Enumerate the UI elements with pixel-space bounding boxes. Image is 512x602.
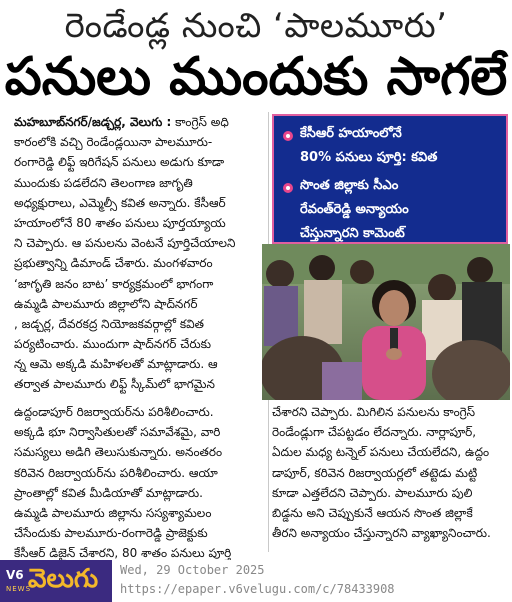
body-line: పర్యటించారు. ముందుగా షాద్‌నగర్ చేరుకు	[14, 337, 212, 352]
orange-dot-icon	[282, 182, 294, 194]
body-line: కూడా ఎత్తలేదని చెప్పారు. పాలమూరు పులి	[272, 485, 473, 500]
article-column-right	[272, 402, 508, 543]
v6-logo-sub: NEWS	[6, 585, 32, 593]
body-line: ‘జాగృతి జనం బాట’ కార్యక్రమంలో భాగంగా	[14, 276, 214, 291]
body-line: ఉమ్మడి పాలమూరు జిల్లాలోని షాద్‌నగర్	[14, 296, 198, 311]
article-kicker: రెండేండ్ల నుంచి ‘పాలమూరు’	[64, 6, 448, 46]
article-headline: పనులు ముందుకు సాగలే	[4, 47, 508, 107]
body-line: చేసేందుకు పాలమూరు-రంగారెడ్డి ప్రాజెక్టుకు	[14, 526, 208, 541]
highlight-line: రేవంత్‌రెడ్డి అన్యాయం	[300, 202, 409, 217]
body-line: హయాంలోనే 80 శాతం పనులు పూర్తయ్యాయ	[14, 215, 226, 230]
highlight-line: సొంత జిల్లాకు సీఎం	[300, 178, 399, 193]
epaper-url[interactable]: https://epaper.v6velugu.com/c/78433908	[120, 582, 395, 596]
body-line: రంగారెడ్డి లిఫ్ట్ ఇరిగేషన్ పనులు అడుగు కూడా	[14, 155, 225, 170]
body-line: డాపూర్, కరివెన రిజర్వాయర్లలో తట్టెడు మట్టి	[272, 465, 478, 480]
body-line: సమస్యలు అడిగి తెలుసుకున్నారు. అనంతరం	[14, 445, 223, 460]
body-line: కేసీఆర్ డిజైన్ చేశారని, 80 శాతం పనులు పూర్తి	[14, 546, 232, 560]
body-line	[14, 112, 264, 132]
article-column-left	[14, 112, 264, 395]
v6-logo-tag: V6	[6, 568, 24, 582]
body-line: ఉద్దండాపూర్ రిజర్వాయర్‌ను పరిశీలించారు.	[14, 405, 214, 419]
body-line: , జడ్చర్ల, దేవరకద్ర నియోజకవర్గాల్లో కవిత	[14, 316, 204, 331]
body-line: ప్రభుత్వాన్ని డిమాండ్ చేశారు. మంగళవారం	[14, 256, 213, 271]
body-line: తర్వాత పాలమూరు లిఫ్ట్ స్కీమ్‌లో భాగమైన	[14, 377, 215, 392]
highlight-line: చేస్తున్నారని కామెంట్	[300, 226, 405, 241]
body-line: అక్కడి భూ నిర్వాసితులతో సమావేశమై, వారి	[14, 425, 221, 440]
brand-name: వెలుగు	[28, 564, 99, 594]
orange-dot-icon	[282, 130, 294, 142]
article-column-bottom	[14, 402, 266, 560]
body-line: అధ్యక్షురాలు, ఎమ్మెల్సీ కవిత అన్నారు. కేసీఆర్	[14, 195, 226, 210]
body-line: ప్రాంతాల్లో కవిత మీడియాతో మాట్లాడారు.	[14, 485, 203, 500]
body-line: న్న ఆమె అక్కడి మహిళలతో మాట్లాడారు. ఆ	[14, 357, 218, 372]
edition-date: Wed, 29 October 2025	[120, 563, 265, 577]
highlight-line: కేసీఆర్ హయాంలోనే	[300, 126, 402, 141]
dateline: మహబూబ్‌నగర్/జడ్చర్ల, వెలుగు :	[14, 115, 172, 129]
body-line: బిడ్డను అని చెప్పుకునే ఆయన సొంత జిల్లాకే	[272, 505, 473, 520]
body-line: తీరని అన్యాయం చేస్తున్నారని వ్యాఖ్యానించారు.	[272, 526, 491, 541]
body-line: ని చెప్పారు. ఆ పనులను వెంటనే పూర్తిచేయాలని	[14, 236, 236, 251]
body-line: చేశారని చెప్పారు. మిగిలిన పనులను కాంగ్రెస్	[272, 405, 476, 419]
highlight-line: 80% పనులు పూర్తి: కవిత	[300, 150, 438, 165]
body-line: కారంలోకి వచ్చి రెండేండ్లయినా పాలమూరు-	[14, 135, 213, 150]
article-photo	[262, 244, 510, 400]
body-line: ముందుకు పడలేదని తెలంగాణ జాగృతి	[14, 175, 193, 190]
body-line: ఏదుల మధ్య టన్నెల్ పనులు చేయలేదని, ఉద్దం	[272, 445, 490, 460]
highlight-box	[272, 114, 508, 244]
body-line: కరివెన రిజర్వాయర్‌ను పరిశీలించారు. ఆయా	[14, 465, 218, 480]
body-line: ఉమ్మడి పాలమూరు జిల్లాను సస్యశ్యామలం	[14, 505, 212, 520]
body-line-text: కాంగ్రెస్ అధి	[171, 115, 229, 129]
body-line: రెండేండ్లుగా చేపట్టడం లేదన్నారు. నార్లాపూర్,	[272, 425, 477, 440]
